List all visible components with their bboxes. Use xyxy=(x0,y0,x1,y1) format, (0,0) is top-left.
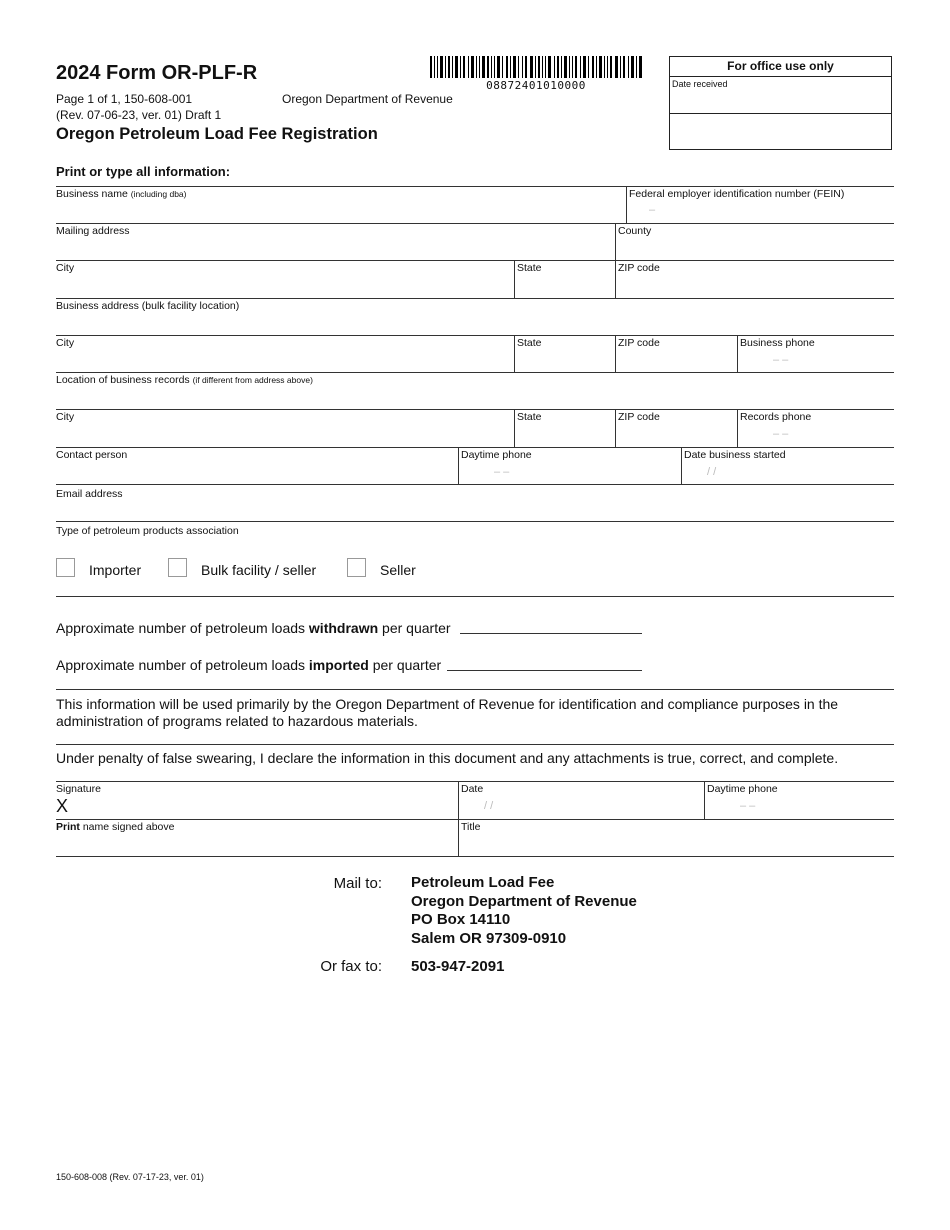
mailing-zip-label: ZIP code xyxy=(618,262,660,274)
mail-line-4: Salem OR 97309-0910 xyxy=(411,929,567,947)
loads-imported-line xyxy=(56,657,441,673)
business-phone-dashes: – – xyxy=(773,354,789,366)
records-phone-dashes: – – xyxy=(773,428,789,440)
declaration-text: Under penalty of false swearing, I declare the information in this document and any attachments is true, correct, and complete. xyxy=(56,750,839,766)
mail-to-label: Mail to: xyxy=(333,875,382,892)
records-phone-field[interactable] xyxy=(737,409,894,447)
business-name-label: Business name xyxy=(56,188,128,200)
contact-phone-dashes: – – xyxy=(494,466,510,478)
form-title: 2024 Form OR-PLF-R xyxy=(56,62,258,84)
office-use-heading: For office use only xyxy=(670,57,891,77)
row-business-city xyxy=(56,335,894,373)
records-state-field[interactable] xyxy=(514,409,615,447)
row-print-name xyxy=(56,819,894,857)
mailing-city-field[interactable] xyxy=(56,260,514,298)
mailing-address-label: Mailing address xyxy=(56,225,130,237)
loads-withdrawn-bold: withdrawn xyxy=(308,620,379,636)
importer-checkbox[interactable] xyxy=(56,558,75,577)
contact-daytime-phone-field[interactable] xyxy=(458,447,681,484)
contact-person-label: Contact person xyxy=(56,449,128,461)
signature-x-mark: X xyxy=(56,796,69,816)
bulk-facility-checkbox[interactable] xyxy=(168,558,187,577)
loads-withdrawn-line xyxy=(56,620,451,636)
barcode-icon xyxy=(430,56,642,78)
mailing-zip-field[interactable] xyxy=(615,260,894,298)
records-location-note: (if different from address above) xyxy=(192,375,313,385)
row-records-location xyxy=(56,372,894,410)
agency-name: Oregon Department of Revenue xyxy=(282,92,453,106)
divider xyxy=(56,689,894,690)
info-text: This information will be used primarily by the Oregon Department of Revenue for identification and compliance purposes in the administration of programs related to hazardous materials. xyxy=(56,696,839,729)
row-business-address xyxy=(56,298,894,336)
fax-to-label: Or fax to: xyxy=(320,958,382,975)
county-field[interactable] xyxy=(615,223,894,260)
divider xyxy=(56,744,894,745)
divider xyxy=(56,596,894,597)
fein-dash: – xyxy=(649,204,656,216)
records-location-field[interactable] xyxy=(56,372,894,409)
mail-line-3: PO Box 14110 xyxy=(411,911,511,928)
business-zip-field[interactable] xyxy=(615,335,737,372)
records-city-field[interactable] xyxy=(56,409,514,447)
page-info: Page 1 of 1, 150-608-001 xyxy=(56,92,193,106)
row-mailing-address xyxy=(56,223,894,261)
loads-imported-bold: imported xyxy=(308,657,369,673)
loads-withdrawn-suffix: per quarter xyxy=(378,620,451,636)
seller-checkbox[interactable] xyxy=(347,558,366,577)
signature-field[interactable] xyxy=(56,781,458,819)
row-mailing-city xyxy=(56,260,894,299)
business-state-label: State xyxy=(517,337,542,349)
email-label: Email address xyxy=(56,488,123,500)
mailing-city-label: City xyxy=(56,262,75,274)
fax-number: 503-947-2091 xyxy=(411,958,505,975)
office-use-box xyxy=(669,56,892,150)
email-field[interactable] xyxy=(56,486,894,522)
business-state-field[interactable] xyxy=(514,335,615,372)
seller-label: Seller xyxy=(380,562,416,578)
mailing-state-label: State xyxy=(517,262,542,274)
row-records-city xyxy=(56,409,894,448)
contact-daytime-phone-label: Daytime phone xyxy=(461,449,532,461)
barcode-number: 08872401010000 xyxy=(486,79,586,92)
date-received-label: Date received xyxy=(670,77,891,114)
form-grid xyxy=(56,186,894,486)
row-signature xyxy=(56,781,894,820)
print-rest: name signed above xyxy=(79,821,175,833)
fein-label: Federal employer identification number (FEIN) xyxy=(629,188,845,200)
records-state-label: State xyxy=(517,411,542,423)
business-phone-field[interactable] xyxy=(737,335,894,372)
loads-imported-prefix: Approximate number of petroleum loads xyxy=(56,657,309,673)
records-zip-label: ZIP code xyxy=(618,411,660,423)
mail-line-2: Oregon Department of Revenue xyxy=(411,892,637,910)
loads-withdrawn-input[interactable] xyxy=(460,619,642,634)
mailing-address-field[interactable] xyxy=(56,223,615,260)
print-bold: Print xyxy=(56,821,80,833)
loads-imported-input[interactable] xyxy=(447,656,642,671)
mail-address xyxy=(411,874,637,948)
print-name-field[interactable] xyxy=(56,819,458,856)
signature-phone-dashes: – – xyxy=(740,800,756,812)
importer-label: Importer xyxy=(89,562,142,578)
revision-info: (Rev. 07-06-23, ver. 01) Draft 1 xyxy=(56,108,222,122)
mail-line-1: Petroleum Load Fee xyxy=(411,874,555,891)
records-location-label: Location of business records xyxy=(56,374,190,386)
bulk-facility-label: Bulk facility / seller xyxy=(201,562,317,578)
signature-date-field[interactable] xyxy=(458,781,704,819)
business-name-field[interactable] xyxy=(56,186,626,223)
footer-form-number: 150-608-008 (Rev. 07-17-23, ver. 01) xyxy=(56,1172,204,1182)
signature-phone-field[interactable] xyxy=(704,781,894,819)
business-city-field[interactable] xyxy=(56,335,514,372)
date-started-label: Date business started xyxy=(684,449,786,461)
signature-grid xyxy=(56,781,894,857)
loads-withdrawn-prefix: Approximate number of petroleum loads xyxy=(56,620,309,636)
date-started-field[interactable] xyxy=(681,447,894,484)
date-started-slashes: / / xyxy=(707,466,717,478)
contact-person-field[interactable] xyxy=(56,447,458,484)
business-zip-label: ZIP code xyxy=(618,337,660,349)
signature-label: Signature xyxy=(56,783,101,795)
business-phone-label: Business phone xyxy=(740,337,815,349)
loads-imported-suffix: per quarter xyxy=(368,657,442,673)
signature-phone-label: Daytime phone xyxy=(707,783,778,795)
instructions: Print or type all information: xyxy=(56,164,231,179)
mailing-state-field[interactable] xyxy=(514,260,615,298)
title-label: Title xyxy=(461,821,481,833)
fein-field[interactable] xyxy=(626,186,894,223)
form-subtitle: Oregon Petroleum Load Fee Registration xyxy=(56,125,378,143)
association-type-label: Type of petroleum products association xyxy=(56,525,239,537)
row-business-name xyxy=(56,186,894,224)
signature-date-slashes: / / xyxy=(484,800,494,812)
records-city-label: City xyxy=(56,411,75,423)
business-city-label: City xyxy=(56,337,75,349)
county-label: County xyxy=(618,225,652,237)
records-zip-field[interactable] xyxy=(615,409,737,447)
business-name-note: (including dba) xyxy=(130,189,187,199)
business-address-field[interactable] xyxy=(56,298,894,335)
records-phone-label: Records phone xyxy=(740,411,812,423)
row-contact xyxy=(56,447,894,485)
title-field[interactable] xyxy=(458,819,894,856)
signature-date-label: Date xyxy=(461,783,484,795)
business-address-label: Business address (bulk facility location) xyxy=(56,300,240,312)
